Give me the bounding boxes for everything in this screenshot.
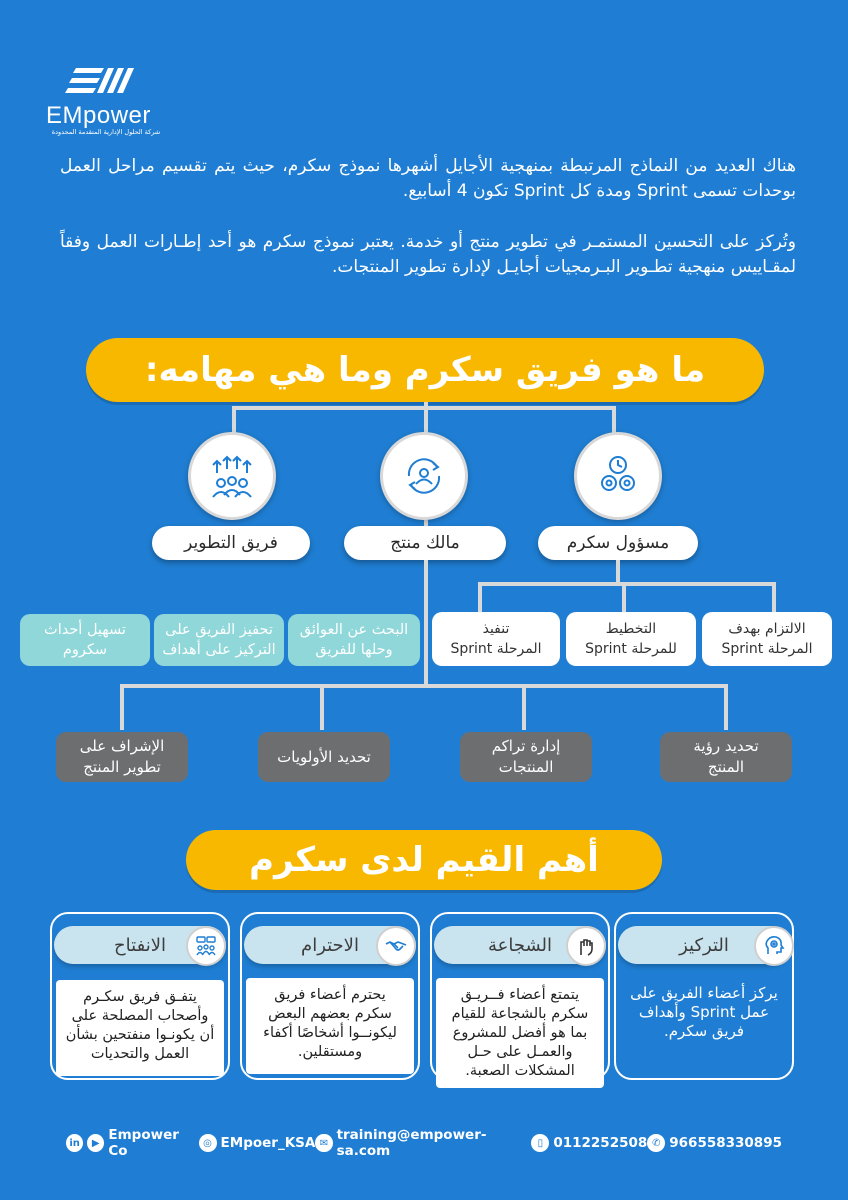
intro-paragraph-1: هناك العديد من النماذج المرتبطة بمنهجية الأجايل أشهرها نموذج سكرم، حيث يتم تقسيم مراحل العمل بوحدات تسمى Sprint ومدة كل Sprint تكون 4 أسابيع. [60, 156, 796, 201]
value-body-courage: يتمتع أعضاء فــريـق سكرم بالشجاعة للقيام بما هو أفضل للمشروع والعمـل على حـل المشكلات الصعبة. [436, 978, 604, 1088]
connector-line [622, 582, 626, 612]
connector-line [232, 406, 616, 410]
task-execute-sprint: تنفيذ المرحلة Sprint [432, 612, 560, 666]
task-define-vision: تحديد رؤية المنتج [660, 732, 792, 782]
value-body-respect: يحترم أعضاء فريق سكرم بعضهم البعض ليكونــوا أشخاصًا أكفاء ومستقلين. [246, 978, 414, 1074]
logo-subtitle: شركة الحلول الإدارية المتقدمة المحدودة [51, 128, 161, 136]
value-title-openness: الانفتاح [54, 926, 226, 964]
team-growth-icon [188, 432, 276, 520]
scrum-team-banner: ما هو فريق سكرم وما هي مهامه: [86, 338, 764, 402]
scrum-values-banner: أهم القيم لدى سكرم [186, 830, 662, 890]
role-scrum-master: مسؤول سكرم [538, 526, 698, 560]
connector-line [478, 582, 776, 586]
gears-clock-icon [574, 432, 662, 520]
connector-line [120, 684, 124, 730]
email-icon: ✉ [315, 1134, 332, 1152]
instagram-contact[interactable]: ◎ EMpoer_KSA [199, 1134, 316, 1152]
phone-icon: ▯ [531, 1134, 549, 1152]
handshake-icon [376, 926, 416, 966]
head-target-icon [754, 926, 794, 966]
connector-line [478, 582, 482, 612]
brand-logo [46, 66, 166, 136]
email-contact[interactable]: ✉ training@empower-sa.com [315, 1127, 531, 1159]
connector-line [616, 560, 620, 584]
task-manage-backlog: إدارة تراكم المنتجات [460, 732, 592, 782]
task-oversee-development: الإشراف على تطوير المنتج [56, 732, 188, 782]
value-title-focus: التركيز [618, 926, 790, 964]
value-body-openness: يتفـق فريق سكـرم وأصحاب المصلحة على أن يكونـوا منفتحين بشأن العمل والتحديات [56, 980, 224, 1076]
connector-line [320, 684, 324, 730]
contact-footer [66, 1127, 782, 1159]
value-body-focus: يركز أعضاء الفريق على عمل Sprint وأهداف فريق سكرم. [622, 976, 786, 1072]
instagram-icon: ◎ [199, 1134, 217, 1152]
intro-paragraph-2: وتُركز على التحسين المستمـر في تطوير منتج أو خدمة. يعتبر نموذج سكرم هو أحد إطـارات العمل وفقاً لمقـاييس منهجية تطـوير البـرمجيات أجايـل لإدارة تطوير المنتجات. [60, 232, 796, 277]
youtube-icon: ▶ [87, 1134, 104, 1152]
connector-line [424, 560, 428, 688]
social-contact[interactable]: in ▶ Empower Co [66, 1127, 199, 1159]
value-title-courage: الشجاعة [434, 926, 606, 964]
whatsapp-contact[interactable]: ✆ 966558330895 [647, 1134, 782, 1152]
linkedin-icon: in [66, 1134, 83, 1152]
connector-line [724, 684, 728, 730]
task-set-priorities: تحديد الأولويات [258, 732, 390, 782]
task-commit-sprint-goal: الالتزام بهدف المرحلة Sprint [702, 612, 832, 666]
task-motivate-team: تحفيز الفريق على التركيز على أهداف [154, 614, 284, 666]
meeting-icon [186, 926, 226, 966]
logo-name: EMpower [46, 102, 151, 129]
role-dev-team: فريق التطوير [152, 526, 310, 560]
fist-icon [566, 926, 606, 966]
phone-contact[interactable]: ▯ 0112252508 [531, 1134, 647, 1152]
whatsapp-icon: ✆ [647, 1134, 665, 1152]
connector-line [120, 684, 726, 688]
task-facilitate-events: تسهيل أحداث سكروم [20, 614, 150, 666]
task-plan-sprint: التخطيط للمرحلة Sprint [566, 612, 696, 666]
task-remove-impediments: البحث عن العوائق وحلها للفريق [288, 614, 420, 666]
connector-line [522, 684, 526, 730]
empower-logo-icon [56, 66, 156, 100]
role-product-owner: مالك منتج [344, 526, 506, 560]
connector-line [772, 582, 776, 612]
cycle-user-icon [380, 432, 468, 520]
value-title-respect: الاحترام [244, 926, 416, 964]
